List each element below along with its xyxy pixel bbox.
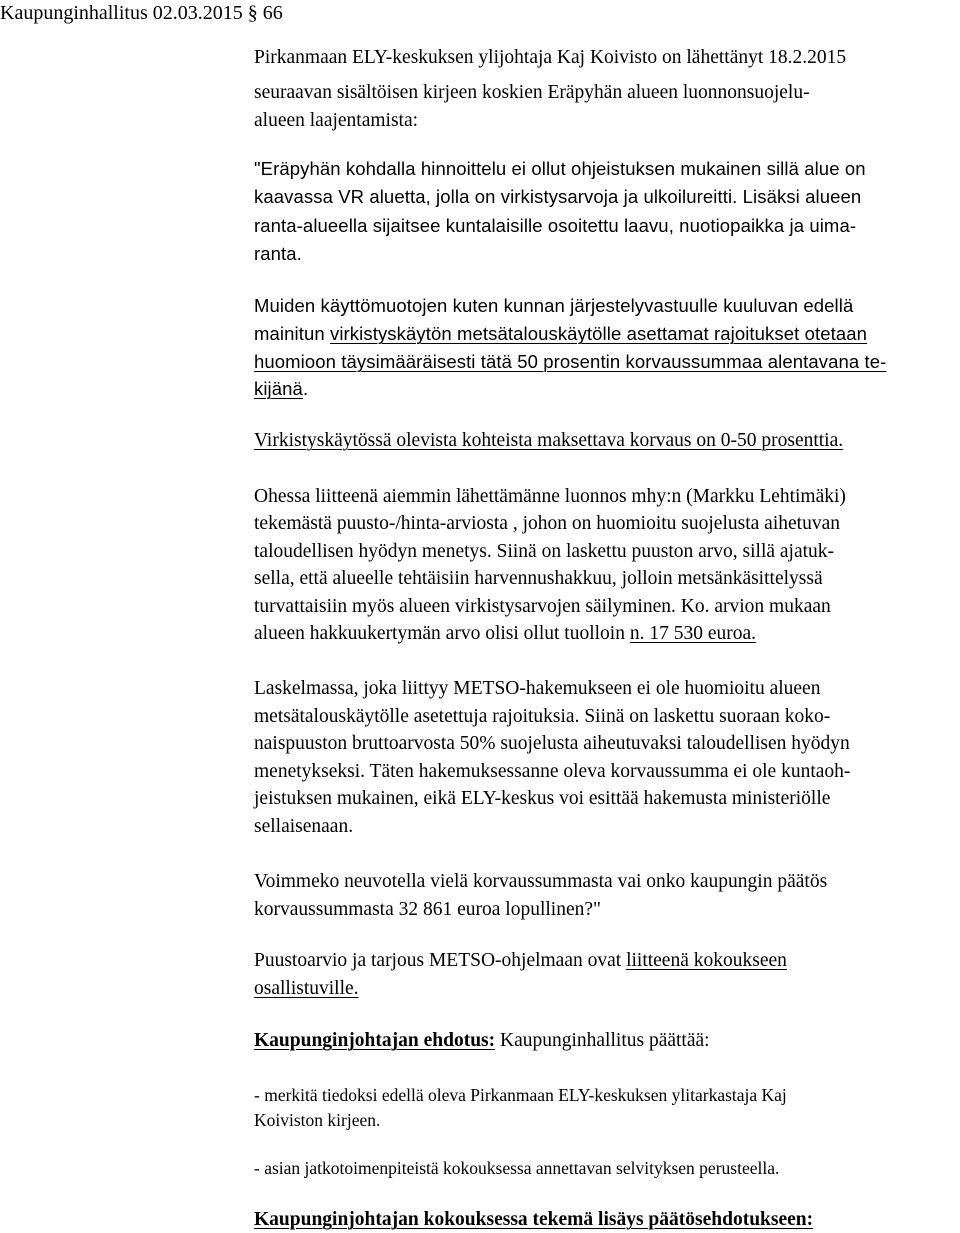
quote-p2-line-4-end: . bbox=[302, 378, 309, 399]
decision-item-1-cont: Koiviston kirjeen. bbox=[254, 1110, 381, 1130]
quote-p1-line-4: ranta. bbox=[254, 243, 302, 264]
laskelmassa-line-4: menetykseksi. Täten hakemuksessanne oleva korvaussumma ei ole kuntaoh- bbox=[254, 761, 851, 782]
laskelmassa-line-2: metsätalouskäytölle asetettuja rajoituksia. Siinä on laskettu suoraan koko- bbox=[254, 706, 831, 727]
quote-p1-line-1: "Eräpyhän kohdalla hinnoittelu ei ollut ohjeistuksen mukainen sillä alue on bbox=[254, 158, 866, 179]
quote-p2-line-2-underlined: virkistyskäytön metsätalouskäytölle asettamat rajoitukset otetaan bbox=[329, 323, 868, 344]
puustoarvio-line-1 bbox=[254, 949, 787, 973]
final-heading: Kaupunginjohtajan kokouksessa tekemä lisäys päätösehdotukseen: bbox=[254, 1209, 814, 1230]
ohessa-line-6 bbox=[254, 622, 756, 646]
voimmeko-line-1: Voimmeko neuvotella vielä korvaussummasta vai onko kaupungin päätös bbox=[254, 871, 828, 892]
laskelmassa-line-6: sellaisenaan. bbox=[254, 816, 354, 837]
quote-p2-line-2-plain: mainitun bbox=[254, 323, 330, 344]
quote-p2-line-2 bbox=[254, 322, 867, 346]
quote-p2-line-1: Muiden käyttömuotojen kuten kunnan järjestelyvastuulle kuuluvan edellä bbox=[254, 295, 854, 316]
page-header: Kaupunginhallitus 02.03.2015 § 66 bbox=[0, 2, 283, 24]
decision-item-1: - merkitä tiedoksi edellä oleva Pirkanmaan ELY-keskuksen ylitarkastaja Kaj bbox=[254, 1085, 787, 1105]
ohessa-line-4: sella, että alueelle tehtäisiin harvennushakkuu, jolloin metsänkäsittelyssä bbox=[254, 568, 823, 589]
voimmeko-line-2: korvaussummasta 32 861 euroa lopullinen?" bbox=[254, 899, 601, 920]
ohessa-line-2: tekemästä puusto-/hinta-arviosta , johon on huomioitu suojelusta aihetuvan bbox=[254, 513, 840, 534]
quote-p1-line-3: ranta-alueella sijaitsee kuntalaisille osoitettu laavu, nuotiopaikka ja uima- bbox=[254, 215, 857, 236]
puustoarvio-line-1-plain: Puustoarvio ja tarjous METSO-ohjelmaan ovat bbox=[254, 950, 627, 971]
decision-item-2: - asian jatkotoimenpiteistä kokouksessa annettavan selvityksen perusteella. bbox=[254, 1158, 780, 1178]
intro-line-2: seuraavan sisältöisen kirjeen koskien Eräpyhän alueen luonnonsuojelu- bbox=[254, 82, 810, 103]
puustoarvio-attachment-link-end: osallistuville. bbox=[254, 978, 359, 999]
ohessa-line-5: turvattaisiin myös alueen virkistysarvojen säilyminen. Ko. arvion mukaan bbox=[254, 596, 831, 617]
laskelmassa-line-3: naispuuston bruttoarvosta 50% suojelusta aiheutuvaksi taloudellisen hyödyn bbox=[254, 733, 850, 754]
intro-line-1-text: Pirkanmaan ELY-keskuksen ylijohtaja Kaj Koivisto on lähettänyt 18. bbox=[254, 47, 793, 68]
underlined-statement: Virkistyskäytössä olevista kohteista maksettava korvaus on 0-50 prosenttia. bbox=[254, 430, 844, 451]
puustoarvio-line-2 bbox=[254, 977, 359, 1001]
ohessa-line-3: taloudellisen hyödyn menetys. Siinä on laskettu puuston arvo, sillä ajatuk- bbox=[254, 541, 835, 562]
ohessa-line-6-plain: alueen hakkuukertymän arvo olisi ollut tuolloin bbox=[254, 623, 630, 644]
quote-p2-line-3: huomioon täysimääräisesti tätä 50 prosentin korvaussummaa alentavana te- bbox=[254, 351, 887, 372]
intro-line-3: alueen laajentamista: bbox=[254, 110, 419, 131]
proposal-text: Kaupunginhallitus päättää: bbox=[495, 1030, 710, 1051]
intro-line-1 bbox=[254, 46, 846, 70]
laskelmassa-line-1: Laskelmassa, joka liittyy METSO-hakemukseen ei ole huomioitu alueen bbox=[254, 678, 821, 699]
quote-p2-line-4-underlined: kijänä bbox=[254, 378, 303, 399]
intro-line-1-date: 2.2015 bbox=[792, 47, 847, 68]
laskelmassa-line-5: jeistuksen mukainen, eikä ELY-keskus voi esittää hakemusta ministeriölle bbox=[254, 788, 831, 809]
ohessa-line-6-amount: n. 17 530 euroa. bbox=[629, 623, 757, 644]
ohessa-line-1: Ohessa liitteenä aiemmin lähettämänne luonnos mhy:n (Markku Lehtimäki) bbox=[254, 486, 846, 507]
puustoarvio-attachment-link: liitteenä kokoukseen bbox=[626, 950, 787, 971]
quote-p1-line-2: kaavassa VR aluetta, jolla on virkistysarvoja ja ulkoilureitti. Lisäksi alueen bbox=[254, 186, 862, 207]
quote-p2-line-4 bbox=[254, 377, 308, 401]
proposal-label: Kaupunginjohtajan ehdotus: bbox=[254, 1030, 496, 1051]
proposal-line bbox=[254, 1029, 710, 1053]
